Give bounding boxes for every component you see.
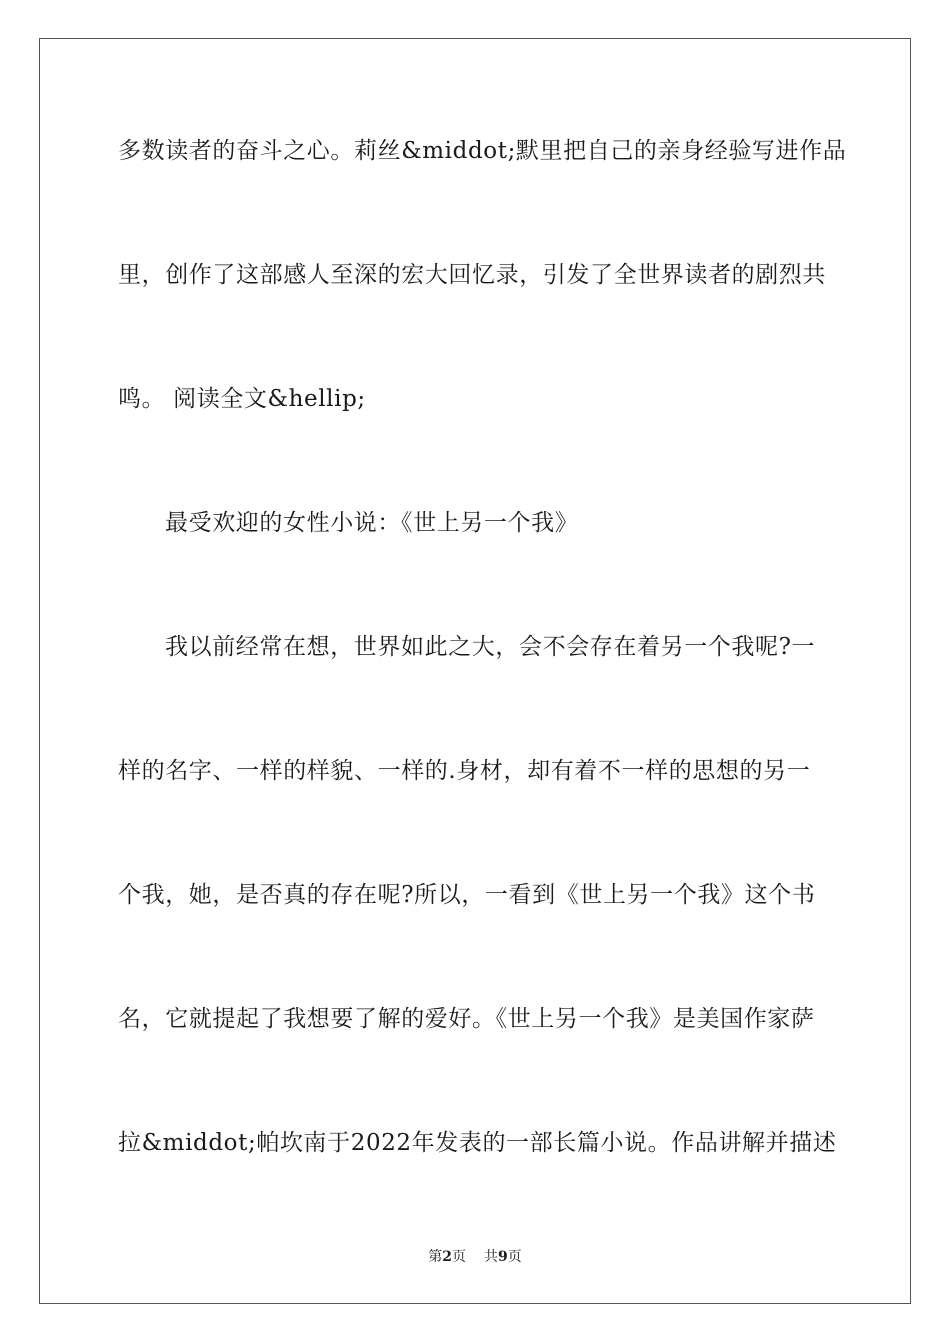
page-footer [0,1248,950,1266]
section-heading: 最受欢迎的女性小说：《世上另一个我》 [165,510,579,536]
page-suffix: 页 [452,1249,466,1265]
body-text-line: 多数读者的奋斗之心。莉丝&middot;默里把自己的亲身经验写进作品 [118,138,847,164]
body-text-line: 样的名字、一样的样貌、一样的.身材，却有着不一样的思想的另一 [118,758,811,784]
body-text-line: 个我，她，是否真的存在呢?所以，一看到《世上另一个我》这个书 [118,882,816,908]
page-number: 2 [442,1249,452,1265]
page-border [39,38,911,1304]
body-text-line: 鸣。 阅读全文&hellip; [118,386,366,412]
total-suffix: 页 [507,1249,522,1265]
total-pages: 9 [498,1249,508,1265]
total-prefix: 共 [484,1249,498,1265]
body-text-line: 名，它就提起了我想要了解的爱好。《世上另一个我》是美国作家萨 [118,1006,815,1032]
page-prefix: 第 [428,1249,443,1265]
body-text-line: 我以前经常在想，世界如此之大，会不会存在着另一个我呢?一 [165,634,816,660]
body-text-line: 拉&middot;帕坎南于2022年发表的一部长篇小说。作品讲解并描述 [118,1130,837,1156]
body-text-line: 里，创作了这部感人至深的宏大回忆录，引发了全世界读者的剧烈共 [118,262,826,288]
